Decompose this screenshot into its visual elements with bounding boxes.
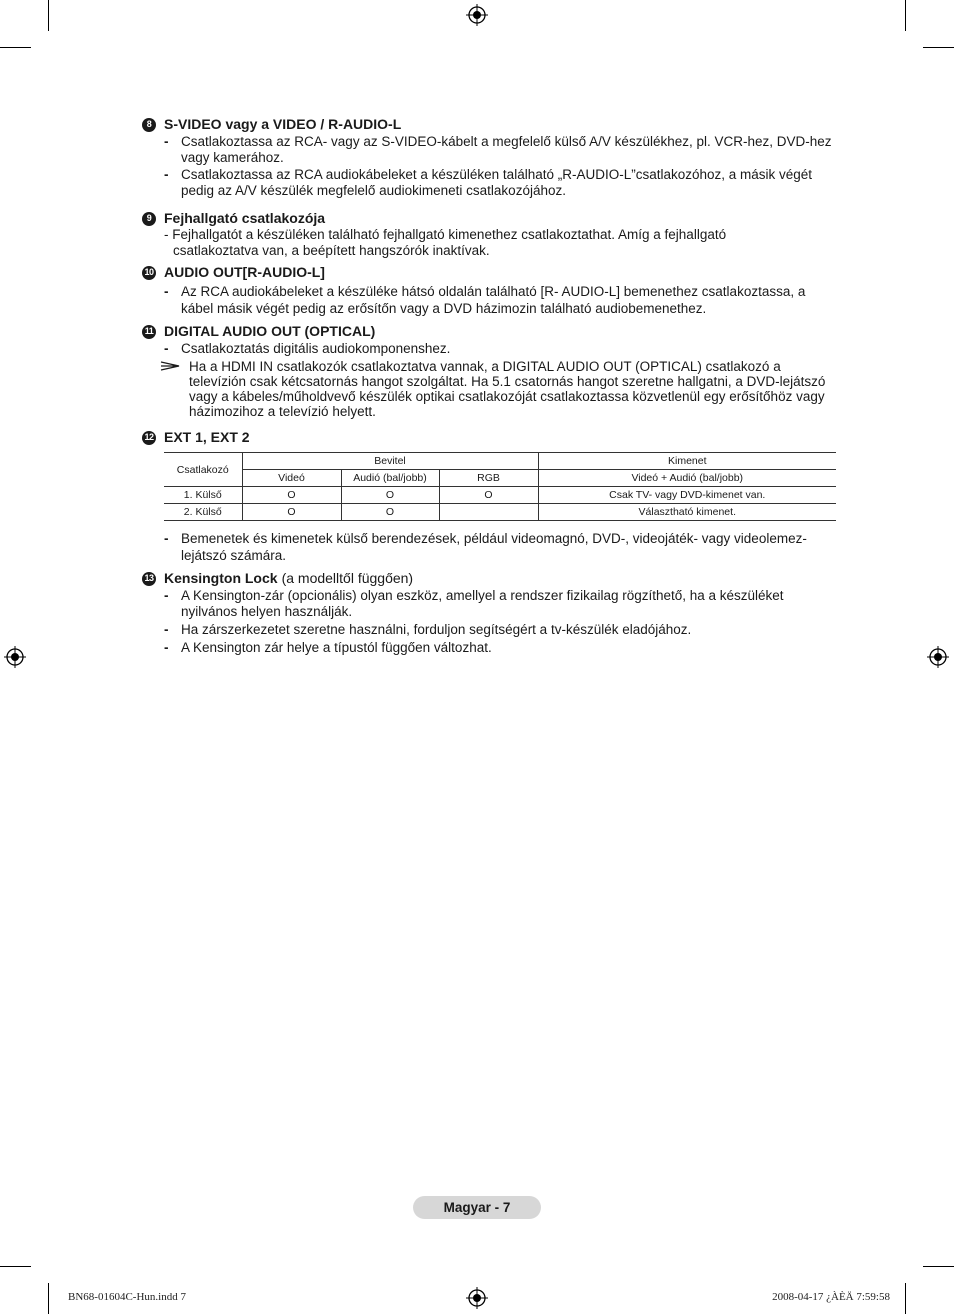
table-header: Videó: [242, 470, 341, 487]
list-item: - Csatlakoztatás digitális audiokomponenshez.: [164, 341, 451, 356]
list-item: - Bemenetek és kimenetek külső berendezések, például videomagnó, DVD-, videojáték- vagy videolemez-lejátszó számára.: [164, 531, 807, 563]
section-number-badge: 9: [142, 212, 156, 226]
table-cell: Csak TV- vagy DVD-kimenet van.: [538, 487, 836, 504]
table-cell: O: [341, 504, 439, 521]
list-item: - Az RCA audiokábeleket a készüléke hátsó oldalán található [R- AUDIO-L] bemenethez csatlakoztassa, a kábel másik végét pedig az erősítőn vagy a DVD házimozin található audiobemenethez.: [164, 284, 806, 316]
slug-timestamp: 2008-04-17 ¿ÀÈÄ 7:59:58: [772, 1291, 890, 1303]
note: Ha a HDMI IN csatlakozók csatlakoztatva vannak, a DIGITAL AUDIO OUT (OPTICAL) csatlakozó a televízión csak kétcsatornás hangot szolgáltat. Ha 5.1 csatornás hangot szeretne hallgatni, a DVD-lejátszó vagy a kábeles/műholdvevő készülék optikai csatlakozóját csatlakoztassa közvetlenül egy erősítőhöz vagy házimozihoz a televízió helyett.: [160, 359, 836, 419]
page-content: [142, 116, 836, 657]
table-cell: O: [341, 487, 439, 504]
note-arrow-icon: [160, 361, 180, 371]
section-title: S-VIDEO vagy a VIDEO / R-AUDIO-L: [164, 116, 402, 132]
section-number-badge: 11: [142, 325, 156, 339]
section-title: EXT 1, EXT 2: [164, 429, 250, 445]
table-cell: O: [242, 487, 341, 504]
page-number-badge: Magyar - 7: [413, 1196, 541, 1219]
registration-mark-icon: [927, 646, 949, 668]
table-header: Bevitel: [242, 453, 538, 470]
crop-mark: [48, 0, 49, 31]
section-heading: [142, 570, 836, 587]
section-number-badge: 13: [142, 572, 156, 586]
table-header: Kimenet: [538, 453, 836, 470]
crop-mark: [0, 1266, 31, 1267]
section-heading: [142, 116, 836, 133]
table-cell: [439, 504, 538, 521]
table-row: [164, 504, 836, 521]
table-cell: 1. Külső: [164, 487, 242, 504]
connector-table: [164, 452, 836, 521]
registration-mark-icon: [466, 4, 488, 26]
crop-mark: [0, 47, 31, 48]
crop-mark: [923, 1266, 954, 1267]
crop-mark: [48, 1283, 49, 1314]
table-header: RGB: [439, 470, 538, 487]
table-header: Audió (bal/jobb): [341, 470, 439, 487]
list-item: - Ha zárszerkezetet szeretne használni, forduljon segítségért a tv-készülék eladójához.: [164, 622, 692, 637]
slug-file-name: BN68-01604C-Hun.indd 7: [68, 1291, 186, 1303]
registration-mark-icon: [466, 1287, 488, 1309]
section-title: Fejhallgató csatlakozója: [164, 210, 326, 226]
crop-mark: [905, 1283, 906, 1314]
list-item: - Csatlakoztassa az RCA audiokábeleket a készüléken található „R-AUDIO-L”csatlakozóhoz, a másik végét pedig az A/V készülék megfelelő audiokimeneti csatlakozójához.: [164, 167, 813, 198]
table-cell: O: [439, 487, 538, 504]
list-item: - A Kensington-zár (opcionális) olyan eszköz, amellyel a rendszer fizikailag rögzíthető, ha a készüléket nyilvános helyen használják.: [164, 588, 784, 619]
table-cell: O: [242, 504, 341, 521]
section-heading: [142, 429, 836, 446]
list-item: - A Kensington zár helye a típustól függően változhat.: [164, 640, 492, 655]
section-title: Kensington Lock: [164, 570, 278, 586]
section-number-badge: 8: [142, 118, 156, 132]
section-title: AUDIO OUT[R-AUDIO-L]: [164, 264, 325, 280]
crop-mark: [923, 47, 954, 48]
section-heading: [142, 323, 836, 340]
section-title-suffix: (a modelltől függően): [281, 570, 414, 586]
table-cell: Választható kimenet.: [538, 504, 836, 521]
paragraph: - Fejhallgatót a készüléken található fejhallgató kimenethez csatlakoztathat. Amíg a fejhallgató csatlakoztatva van, a beépített hangszórók inaktívak.: [164, 227, 727, 258]
table-cell: 2. Külső: [164, 504, 242, 521]
section-number-badge: 12: [142, 431, 156, 445]
list-item: - Csatlakoztassa az RCA- vagy az S-VIDEO-kábelt a megfelelő külső A/V készülékhez, pl. VCR-hez, DVD-hez vagy kamerához.: [164, 134, 832, 165]
crop-mark: [905, 0, 906, 31]
section-number-badge: 10: [142, 266, 156, 280]
table-row: [164, 487, 836, 504]
table-header: Videó + Audió (bal/jobb): [538, 470, 836, 487]
section-title: DIGITAL AUDIO OUT (OPTICAL): [164, 323, 376, 339]
section-heading: [142, 264, 836, 281]
section-heading: [142, 210, 836, 227]
table-header: Csatlakozó: [164, 453, 242, 487]
registration-mark-icon: [4, 646, 26, 668]
